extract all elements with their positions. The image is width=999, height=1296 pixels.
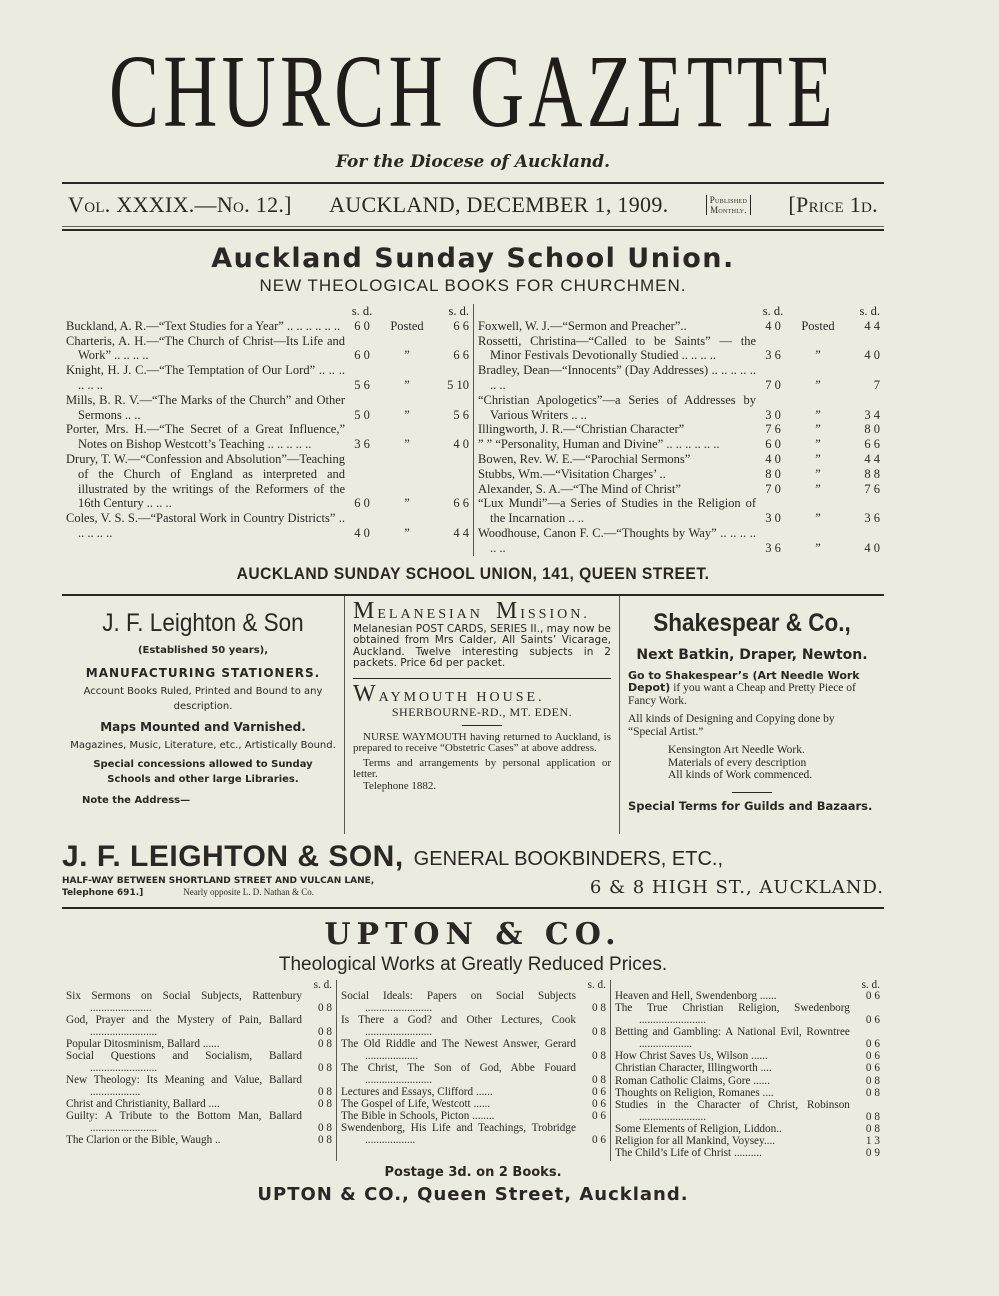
book-title: Social Ideals: Papers on Social Subjects ........................ [340, 990, 576, 1014]
advertisements-row [62, 594, 884, 834]
book-posted-label: ” [815, 377, 821, 392]
book-price: 3 0 [765, 511, 781, 526]
book-posted-price: 3 6 [864, 511, 880, 526]
book-list-item [615, 1003, 880, 1026]
issue-line [62, 184, 884, 224]
book-price: 3 6 [354, 437, 370, 452]
book-list-item [341, 1099, 606, 1111]
book-posted-label: ” [404, 377, 410, 392]
book-price: 1 3 [865, 1135, 880, 1148]
book-list-item [615, 1136, 880, 1148]
book-posted-price: 6 6 [453, 318, 469, 333]
issue-price: [Price 1d. [788, 192, 878, 217]
book-price: 7 6 [765, 422, 781, 437]
book-list-item [341, 1123, 606, 1146]
book-list-item [615, 1076, 880, 1088]
book-list-item [615, 991, 880, 1003]
column-header: s. d. [861, 978, 880, 991]
book-list-item [478, 422, 880, 437]
book-list-item [615, 1027, 880, 1050]
book-list-item [341, 1015, 606, 1038]
book-title: The Clarion or the Bible, Waugh .. [66, 1134, 221, 1147]
book-posted-label: ” [815, 437, 821, 452]
upton-book-list [62, 980, 884, 1161]
book-title: Rossetti, Christina—“Called to be Saints” — the Minor Festivals Devotionally Studied .. .. .. .. [478, 333, 756, 363]
book-posted-label: ” [815, 407, 821, 422]
book-title: New Theology: Its Meaning and Value, Ballard .................. [66, 1074, 302, 1098]
book-price: 0 6 [865, 990, 880, 1003]
book-price: 0 6 [865, 1050, 880, 1063]
book-title: Foxwell, W. J.—“Sermon and Preacher”.. [478, 318, 687, 333]
upton-footer: UPTON & CO., Queen Street, Auckland. [257, 1183, 689, 1205]
book-title: Mills, B. R. V.—“The Marks of the Church” and Other Sermons .. .. [66, 392, 345, 422]
book-price: 0 8 [591, 1025, 606, 1038]
book-posted-price: 4 0 [453, 437, 469, 452]
book-list-item [478, 319, 880, 334]
book-list-item [341, 1039, 606, 1062]
book-title: “Lux Mundi”—a Series of Studies in the Religion of the Incarnation .. .. [478, 496, 756, 526]
book-title: ” ” “Personality, Human and Divine” .. .. .. .. .. .. [478, 437, 720, 452]
book-posted-label: ” [815, 540, 821, 555]
ad-melanesian-waymouth: MELANESIAN MISSION. Melanesian POST CARDS, SERIES II., may now be obtained from Mrs Calder, All Saints’ Vicarage, Auckland. Twelve interesting subjects in 2 packets. Price 6d per packet. WAYMOUTH HOUSE. SHERBOURNE-RD., MT. EDEN. NURSE WAYMOUTH having returned to Auckland, is prepared to receive “Obstetric Cases” at above address. Terms and arrangements by personal application or letter. Telephone 1882. [344, 596, 620, 834]
book-price: 0 8 [865, 1122, 880, 1135]
book-list-item [66, 393, 469, 423]
book-list-item [615, 1148, 880, 1160]
book-list-item [478, 526, 880, 556]
leighton-banner: J. F. LEIGHTON & SON, GENERAL BOOKBINDERS, ETC., [62, 839, 723, 873]
book-list-item [478, 334, 880, 364]
book-list-item [66, 511, 469, 541]
book-title: Charteris, A. H.—“The Church of Christ—Its Life and Work” .. .. .. .. [66, 333, 345, 363]
book-list-item [66, 1039, 332, 1051]
book-list-item [66, 1051, 332, 1074]
book-list-item [615, 1051, 880, 1063]
book-title: Coles, V. S. S.—“Pastoral Work in Country Districts” .. .. .. .. .. [66, 511, 345, 540]
book-list-item [66, 363, 469, 393]
book-price: 6 0 [765, 437, 781, 452]
book-posted-price: 4 0 [864, 540, 880, 555]
book-list-item [478, 452, 880, 467]
masthead-title: CHURCH GAZETTE [108, 34, 838, 149]
ad-shakespear-name: Shakespear & Co., [653, 608, 851, 637]
upton-column-2 [336, 980, 610, 1161]
book-list-item [615, 1088, 880, 1100]
book-title: Bowen, Rev. W. E.—“Parochial Sermons” [478, 451, 691, 466]
book-posted-label: ” [815, 511, 821, 526]
book-title: Guilty: A Tribute to the Bottom Man, Ballard ........................ [66, 1110, 302, 1134]
book-title: Christian Character, Illingworth .... [614, 1062, 772, 1075]
book-price: 0 8 [865, 1086, 880, 1099]
book-list-item [478, 363, 880, 393]
book-list-item [341, 1087, 606, 1099]
book-title: How Christ Saves Us, Wilson ...... [614, 1050, 768, 1063]
book-posted-price: 6 6 [864, 437, 880, 452]
sunday-school-subheading: NEW THEOLOGICAL BOOKS FOR CHURCHMEN. [259, 276, 687, 295]
book-list-item [341, 1111, 606, 1123]
book-posted-label: ” [404, 437, 410, 452]
ad-shakespear: Shakespear & Co., Next Batkin, Draper, Newton. Go to Shakespear’s (Art Needle Work Depot) if you want a Cheap and Pretty Piece of Fancy Work. All kinds of Designing and Copying done by “Special Artist.” Kensington Art Needle Work. Materials of every description All kinds of Work commenced. Special Terms for Guilds and Bazaars. [628, 608, 873, 813]
book-list-item [66, 1111, 332, 1134]
book-price: 0 6 [591, 1110, 606, 1123]
book-price: 0 6 [865, 1014, 880, 1027]
book-price: 0 6 [591, 1098, 606, 1111]
book-title: Stubbs, Wm.—“Visitation Charges’ .. [478, 466, 666, 481]
book-title: God, Prayer and the Mystery of Pain, Ballard ........................ [66, 1014, 302, 1038]
book-price: 0 8 [591, 1049, 606, 1062]
book-price: 0 8 [317, 1098, 332, 1111]
book-price: 5 0 [354, 407, 370, 422]
book-posted-label: ” [404, 525, 410, 540]
book-title: Woodhouse, Canon F. C.—“Thoughts by Way” .. .. .. .. .. .. [478, 525, 756, 555]
book-posted-label: ” [404, 407, 410, 422]
masthead-subtitle: For the Diocese of Auckland. [335, 152, 611, 172]
book-price: 0 6 [591, 1085, 606, 1098]
book-posted-label: ” [815, 348, 821, 363]
book-price: 6 0 [354, 318, 370, 333]
book-title: The Old Riddle and The Newest Answer, Gerard ................... [340, 1038, 576, 1062]
book-title: The Bible in Schools, Picton ........ [340, 1110, 495, 1123]
book-price: 4 0 [354, 525, 370, 540]
book-list-item [66, 991, 332, 1014]
book-list-item [615, 1063, 880, 1075]
issue-place-date: AUCKLAND, DECEMBER 1, 1909. [329, 192, 669, 217]
ad-leighton: J. F. Leighton & Son (Established 50 years), MANUFACTURING STATIONERS. Account Books Ruled, Printed and Bound to any description. Maps Mounted and Varnished. Magazines, Music, Literature, etc., Artistically Bound. Special concessions allowed to Sunday Schools and other large Libraries. Note the Address— [70, 608, 336, 806]
publication-frequency: Published Monthly. [706, 195, 751, 215]
book-posted-price: 6 6 [453, 496, 469, 511]
sunday-school-book-list [62, 304, 884, 556]
book-price: 0 8 [317, 1085, 332, 1098]
newspaper-page: CHURCH GAZETTE For the Diocese of Auckland. Vol. XXXIX.—No. 12.] AUCKLAND, DECEMBER 1, 1909. Published Monthly. [Price 1d. Auckland Sunday School Union. NEW THEOLOGICAL BOOKS FOR CHURCHMEN. s. d. s. d. Buckland, A. R.—“Text Studies for a Year” .. .. .. .. .. .. 6 0 Posted 6 6 Charteris, A. H.—“The Church of Christ—Its Life and Work” .. .. .. .. 6 0 ” 6 6 Knight, H. J. C.—“The Temptation of Our Lord” .. .. .. .. .. .. 5 6 ” 5 10 Mills, B. R. V.—“The Marks of the Church” and Other Sermons .. .. 5 0 ” 5 6 Porter, Mrs. H.—“The Secret of a Great Influence,” Notes on Bishop Westcott’s Teaching .. .. .. .. .. 3 6 ” 4 0 Drury, T. W.—“Confession and Absolution”—Teaching of the Church of England as interpreted and illustrated by the writings of the Reformers of the 16th Century .. .. .. 6 0 ” 6 6 Coles, V. S. S.—“Pastoral Work in Country Districts” .. .. .. .. .. 4 0 ” 4 4 s. d. s. d. Foxwell, W. J.—“Sermon and Preacher”.. 4 0 Posted 4 4 Rossetti, Christina—“Called to be Saints” — the Minor Festivals Devotionally Studied .. .. .. .. 3 6 ” 4 0 Bradley, Dean—“Innocents” (Day Addresses) .. .. .. .. .. .. .. 7 0 ” 7 “Christian Apologetics”—a Series of Addresses by Various Writers .. .. 3 0 ” 3 4 Illingworth, J. R.—“Christian Character” 7 6 ” 8 0 ” ” “Personality, Human and Divine” .. .. .. .. .. .. 6 0 ” 6 6 Bowen, Rev. W. E.—“Parochial Sermons” 4 0 ” 4 4 Stubbs, Wm.—“Visitation Charges’ .. 8 0 ” 8 8 Alexander, S. A.—“The Mind of Christ” 7 0 ” 7 6 “Lux Mundi”—a Series of Studies in the Religion of the Incarnation .. .. 3 0 ” 3 6 Woodhouse, Canon F. C.—“Thoughts by Way” .. .. .. .. .. .. 3 6 ” 4 0 AUCKLAND SUNDAY SCHOOL UNION, 141, QUEEN STREET. J. F. Leighton & Son (Established 50 years), MANUFACTURING STATIONERS. Account Books Ruled, Printed and Bound to any description. Maps Mounted and Varnished. Magazines, Music, Literature, etc., Artistically Bound. Special concessions allowed to Sunday Schools and other large Libraries. Note the Address— MELANESIAN MISSION. Melanesian POST CARDS, SERIES II., may now be obtained from Mrs Calder, All Saints’ Vicarage, Auckland. Twelve interesting subjects in 2 packets. Price 6d per packet. WAYMOUTH HOUSE. SHERBOURNE-RD., MT. EDEN. NURSE WAYMOUTH having returned to Auckland, is prepared to receive “Obstetric Cases” at above address. Terms and arrangements by personal application or letter. Telephone 1882. Shakespear & Co., Next Batkin, Draper, Newton. Go to Shakespear’s (Art Needle Work Depot) if you want a Cheap and Pretty Piece of Fancy Work. All kinds of Designing and Copying done by “Special Artist.” Kensington Art Needle Work. Materials of every description All kinds of Work commenced. Special Terms for Guilds and Bazaars. J. F. LEIGHTON & SON, GENERAL BOOKBINDERS, ETC., HALF-WAY BETWEEN SHORTLAND STREET AND VULCAN LANE, Telephone 691.] Nearly opposite L. D. Nathan & Co. 6 & 8 HIGH ST., AUCKLAND. UPTON & CO. Theological Works at Greatly Reduced Prices. s. d. Six Sermons on Social Subjects, Rattenbury ...................... 0 8 God, Prayer and the Mystery of Pain, Ballard ........................ 0 8 Popular Ditosminism, Ballard ...... 0 8 Social Questions and Socialism, Ballard ........................ 0 8 New Theology: Its Meaning and Value, Ballard .................. 0 8 Christ and Christianity, Ballard .... 0 8 Guilty: A Tribute to the Bottom Man, Ballard ........................ 0 8 The Clarion or the Bible, Waugh .. 0 8 s. d. Social Ideals: Papers on Social Subjects ........................ 0 8 Is There a God? and Other Lectures, Cook ........................ 0 8 The Old Riddle and The Newest Answer, Gerard ................... 0 8 The Christ, The Son of God, Abbe Fouard ........................ 0 8 Lectures and Essays, Clifford ...... 0 6 The Gospel of Life, Westcott ...... 0 6 The Bible in Schools, Picton ........ 0 6 Swendenborg, His Life and Teachings, Trobridge .................. 0 6 s. d. Heaven and Hell, Swendenborg ...... 0 6 The True Christian Religion, Swedenborg ........................ 0 6 Betting and Gambling: A National Evil, Rowntree ................... 0 6 How Christ Saves Us, Wilson ...... 0 6 Christian Character, Illingworth .... 0 6 Roman Catholic Claims, Gore ...... 0 8 Thoughts on Religion, Romanes .... 0 8 Studies in the Character of Christ, Robinson ........................ 0 8 Some Elements of Religion, Liddon.. 0 8 Religion for all Mankind, Voysey.... 1 3 The Child’s Life of Christ .......... 0 9 Postage 3d. on 2 Books. UPTON & CO., Queen Street, Auckland. [62, 34, 884, 1205]
book-title: Thoughts on Religion, Romanes .... [614, 1086, 774, 1099]
book-title: Knight, H. J. C.—“The Temptation of Our Lord” .. .. .. .. .. .. [66, 363, 345, 392]
book-price: 0 8 [317, 1134, 332, 1147]
book-price: 0 8 [591, 1073, 606, 1086]
book-title: Roman Catholic Claims, Gore ...... [614, 1074, 770, 1087]
book-title: Swendenborg, His Life and Teachings, Trobridge .................. [340, 1122, 576, 1147]
book-list-item [341, 991, 606, 1014]
book-title: Christ and Christianity, Ballard .... [66, 1098, 220, 1111]
book-posted-label: ” [815, 451, 821, 466]
book-posted-label: Posted [390, 318, 424, 333]
book-title: Lectures and Essays, Clifford ...... [340, 1085, 493, 1098]
book-posted-price: 4 4 [864, 451, 880, 466]
book-posted-label: ” [815, 466, 821, 481]
book-title: Alexander, S. A.—“The Mind of Christ” [478, 481, 681, 496]
book-list-item [478, 496, 880, 526]
book-posted-price: 4 4 [864, 318, 880, 333]
book-price: 4 0 [765, 318, 781, 333]
book-title: Popular Ditosminism, Ballard ...... [66, 1038, 220, 1051]
book-posted-price: 7 [873, 377, 880, 392]
book-title: The True Christian Religion, Swedenborg ........................ [614, 1002, 850, 1027]
book-price: 0 8 [865, 1074, 880, 1087]
upton-column-1 [62, 980, 336, 1161]
book-posted-label: ” [404, 496, 410, 511]
book-price: 0 8 [317, 1038, 332, 1051]
book-list-item [66, 422, 469, 452]
book-price: 0 8 [317, 1061, 332, 1074]
upton-title: UPTON & CO. [324, 916, 622, 952]
book-title: Illingworth, J. R.—“Christian Character” [478, 422, 685, 437]
book-column-left: s. d. s. d. Buckland, A. R.—“Text Studies for a Year” .. .. .. .. .. .. 6 0 Posted 6 6 Charteris, A. H.—“The Church of Christ—Its Life and Work” .. .. .. .. 6 0 ” 6 6 Knight, H. J. C.—“The Temptation of Our Lord” .. .. .. .. .. .. 5 6 ” 5 10 Mills, B. R. V.—“The Marks of the Church” and Other Sermons .. .. 5 0 ” 5 6 Porter, Mrs. H.—“The Secret of a Great Influence,” Notes on Bishop Westcott’s Teaching .. .. .. .. .. 3 6 ” 4 0 Drury, T. W.—“Confession and Absolution”—Teaching of the Church of England as interpreted and illustrated by the writings of the Reformers of the 16th Century .. .. .. 6 0 ” 6 6 Coles, V. S. S.—“Pastoral Work in Country Districts” .. .. .. .. .. 4 0 ” 4 4 [66, 304, 469, 540]
waymouth-house-title: WAYMOUTH HOUSE. [353, 680, 545, 707]
leighton-address: 6 & 8 HIGH ST., AUCKLAND. [589, 876, 884, 898]
book-price: 0 8 [591, 1001, 606, 1014]
book-list-item [615, 1100, 880, 1123]
column-header: s. d. [313, 978, 332, 991]
book-title: The Christ, The Son of God, Abbe Fouard ........................ [340, 1061, 576, 1086]
book-title: Studies in the Character of Christ, Robinson ........................ [614, 1099, 850, 1123]
book-title: Some Elements of Religion, Liddon.. [614, 1122, 782, 1135]
book-title: Bradley, Dean—“Innocents” (Day Addresses) .. .. .. .. .. .. .. [478, 363, 756, 392]
column-header: s. d. [587, 978, 606, 991]
sunday-school-heading: Auckland Sunday School Union. [211, 243, 735, 274]
book-list-item [66, 452, 469, 511]
book-title: The Gospel of Life, Westcott ...... [340, 1098, 491, 1111]
book-list-item [615, 1124, 880, 1136]
book-list-item [341, 1063, 606, 1086]
book-list-item [66, 334, 469, 364]
book-price: 0 8 [317, 1025, 332, 1038]
book-list-item [478, 467, 880, 482]
issue-volume: Vol. XXXIX.—No. 12.] [68, 192, 292, 217]
book-price: 0 6 [591, 1134, 606, 1147]
book-title: Social Questions and Socialism, Ballard ........................ [66, 1050, 302, 1074]
book-posted-price: 4 4 [453, 525, 469, 540]
book-posted-price: 5 10 [447, 377, 469, 392]
book-price: 6 0 [354, 348, 370, 363]
book-title: The Child’s Life of Christ .......... [614, 1147, 762, 1160]
book-posted-price: 7 6 [864, 481, 880, 496]
book-title: Is There a God? and Other Lectures, Cook ........................ [340, 1014, 576, 1038]
book-title: Drury, T. W.—“Confession and Absolution”—Teaching of the Church of England as interpreted and illustrated by the writings of the Reformers of the 16th Century .. .. .. [66, 451, 345, 511]
book-list-item [478, 437, 880, 452]
book-price: 7 0 [765, 481, 781, 496]
book-title: Heaven and Hell, Swendenborg ...... [614, 990, 777, 1003]
book-price: 0 6 [865, 1038, 880, 1051]
book-list-item [478, 482, 880, 497]
book-price: 0 8 [317, 1121, 332, 1134]
book-posted-label: ” [404, 348, 410, 363]
book-price: 4 0 [765, 451, 781, 466]
upton-subtitle: Theological Works at Greatly Reduced Prices. [278, 953, 668, 975]
book-title: Betting and Gambling: A National Evil, Rowntree ................... [614, 1026, 850, 1051]
book-list-item [66, 1099, 332, 1111]
book-title: Six Sermons on Social Subjects, Rattenbury ...................... [66, 990, 302, 1014]
book-title: Religion for all Mankind, Voysey.... [614, 1135, 776, 1148]
upton-column-3 [610, 980, 884, 1161]
union-address: AUCKLAND SUNDAY SCHOOL UNION, 141, QUEEN STREET. [236, 563, 710, 583]
melanesian-mission-title: MELANESIAN MISSION. [353, 597, 590, 624]
book-price: 0 9 [865, 1147, 880, 1160]
ad-leighton-name: J. F. Leighton & Son [102, 608, 304, 637]
book-price: 3 6 [765, 348, 781, 363]
book-title: “Christian Apologetics”—a Series of Addresses by Various Writers .. .. [478, 392, 756, 422]
book-posted-label: ” [815, 481, 821, 496]
book-list-item [66, 319, 469, 334]
book-title: Buckland, A. R.—“Text Studies for a Year” .. .. .. .. .. .. [66, 318, 341, 333]
book-price: 8 0 [765, 466, 781, 481]
book-title: Porter, Mrs. H.—“The Secret of a Great Influence,” Notes on Bishop Westcott’s Teaching .. .. .. .. .. [66, 422, 345, 452]
book-posted-price: 4 0 [864, 348, 880, 363]
book-posted-price: 3 4 [864, 407, 880, 422]
book-posted-price: 6 6 [453, 348, 469, 363]
book-list-item [66, 1135, 332, 1147]
book-list-item [66, 1075, 332, 1098]
book-list-item [66, 1015, 332, 1038]
book-posted-label: ” [815, 422, 821, 437]
book-column-right: s. d. s. d. Foxwell, W. J.—“Sermon and Preacher”.. 4 0 Posted 4 4 Rossetti, Christina—“Called to be Saints” — the Minor Festivals Devotionally Studied .. .. .. .. 3 6 ” 4 0 Bradley, Dean—“Innocents” (Day Addresses) .. .. .. .. .. .. .. 7 0 ” 7 “Christian Apologetics”—a Series of Addresses by Various Writers .. .. 3 0 ” 3 4 Illingworth, J. R.—“Christian Character” 7 6 ” 8 0 ” ” “Personality, Human and Divine” .. .. .. .. .. .. 6 0 ” 6 6 Bowen, Rev. W. E.—“Parochial Sermons” 4 0 ” 4 4 Stubbs, Wm.—“Visitation Charges’ .. 8 0 ” 8 8 Alexander, S. A.—“The Mind of Christ” 7 0 ” 7 6 “Lux Mundi”—a Series of Studies in the Religion of the Incarnation .. .. 3 0 ” 3 6 Woodhouse, Canon F. C.—“Thoughts by Way” .. .. .. .. .. .. 3 6 ” 4 0 [473, 304, 884, 556]
book-price: 0 6 [865, 1062, 880, 1075]
book-price: 6 0 [354, 496, 370, 511]
book-price: 0 8 [865, 1110, 880, 1123]
book-posted-label: Posted [801, 318, 835, 333]
book-price: 3 6 [765, 540, 781, 555]
book-price: 7 0 [765, 377, 781, 392]
book-posted-price: 8 0 [864, 422, 880, 437]
postage-note: Postage 3d. on 2 Books. [384, 1164, 562, 1180]
book-posted-price: 8 8 [864, 466, 880, 481]
book-price: 0 8 [317, 1001, 332, 1014]
book-price: 3 0 [765, 407, 781, 422]
book-price: 5 6 [354, 377, 370, 392]
book-list-item [478, 393, 880, 423]
book-posted-price: 5 6 [453, 407, 469, 422]
